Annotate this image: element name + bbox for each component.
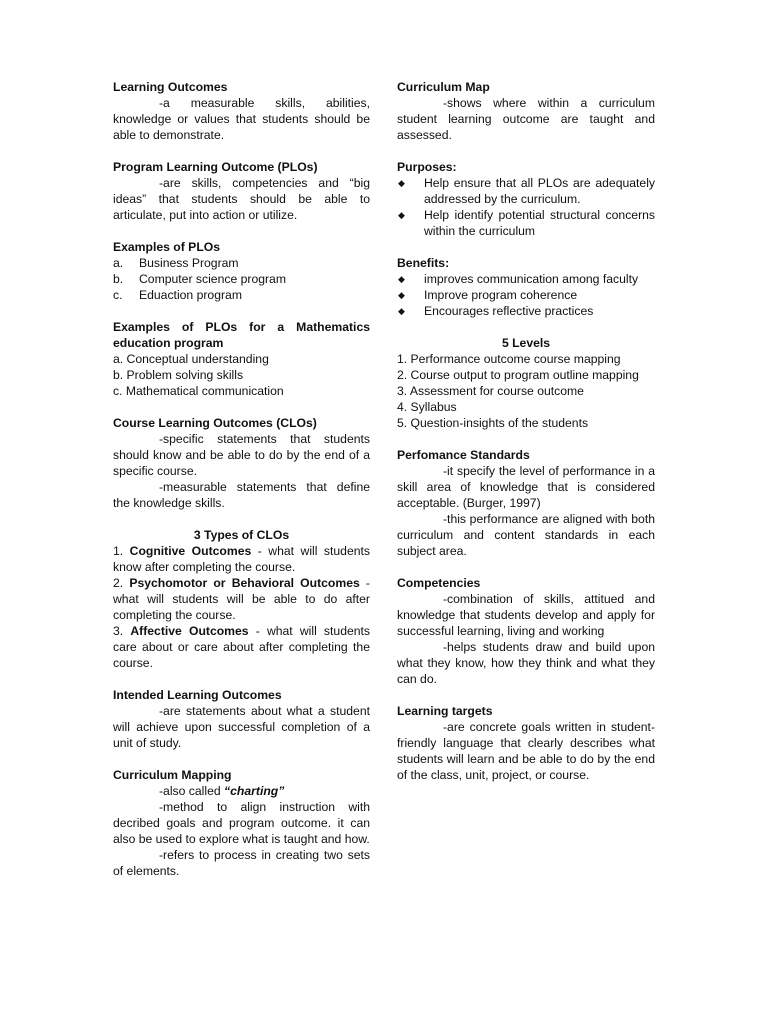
- list-label: c.: [113, 288, 123, 302]
- section-heading: Program Learning Outcome (PLOs): [113, 160, 318, 174]
- diamond-bullet-icon: ◆: [398, 290, 405, 300]
- also-called-prefix: -also called: [159, 784, 225, 798]
- paragraph: -it specify the level of performance in a skill area of knowledge that is considered acceptable. (Burger, 1997): [397, 464, 655, 510]
- paragraph: -are skills, competencies and “big ideas” that students should be able to articulate, put into action or utilize.: [113, 176, 370, 222]
- list-text: Computer science program: [139, 272, 286, 286]
- item-text: - what will students will be able to do after completing the course.: [113, 576, 370, 622]
- item-number: 2.: [113, 576, 124, 590]
- paragraph: -are statements about what a student will achieve upon successful completion of a unit of study.: [113, 704, 370, 750]
- benefits-section: [397, 255, 655, 319]
- item-text: - what will students know after completing the course.: [113, 544, 370, 574]
- diamond-bullet-icon: ◆: [398, 274, 405, 284]
- diamond-bullet-icon: ◆: [398, 306, 405, 316]
- section-heading: 3 Types of CLOs: [193, 528, 290, 542]
- list-item: [113, 271, 370, 287]
- list-item: b. Problem solving skills: [113, 368, 244, 382]
- numbered-item: 1. Performance outcome course mapping: [397, 352, 621, 366]
- section-heading: Intended Learning Outcomes: [113, 688, 282, 702]
- numbered-item: 4. Syllabus: [397, 400, 457, 414]
- purposes-section: [397, 159, 655, 239]
- item-number: 3.: [113, 624, 124, 638]
- bullet-item: [397, 287, 655, 303]
- list-text: Business Program: [139, 256, 239, 270]
- competencies-section: [397, 575, 655, 687]
- right-column: [397, 79, 655, 799]
- section-heading: Benefits:: [397, 256, 450, 270]
- paragraph: -a measurable skills, abilities, knowledge or values that students should be able to demonstrate.: [113, 96, 370, 142]
- paragraph: -shows where within a curriculum student learning outcome are taught and assessed.: [397, 96, 655, 142]
- paragraph: -specific statements that students should know and be able to do by the end of a specific course.: [113, 432, 370, 478]
- diamond-bullet-icon: ◆: [398, 178, 405, 188]
- learning-targets-section: [397, 703, 655, 783]
- list-item: a. Conceptual understanding: [113, 352, 269, 366]
- charting-term: “charting”: [224, 784, 285, 798]
- intended-outcomes-section: [113, 687, 370, 751]
- curriculum-map-section: [397, 79, 655, 143]
- numbered-item: 3. Assessment for course outcome: [397, 384, 584, 398]
- bullet-text: Help identify potential structural concerns within the curriculum: [424, 208, 655, 238]
- numbered-item: [113, 575, 370, 623]
- section-heading: Examples of PLOs for a Mathematics education program: [113, 320, 370, 350]
- paragraph: -this performance are aligned with both curriculum and content standards in each subject area.: [397, 512, 655, 558]
- item-term: Affective Outcomes: [130, 624, 249, 638]
- list-item: c. Mathematical communication: [113, 384, 284, 398]
- paragraph: -combination of skills, attitued and knowledge that students develop and apply for successful learning, living and working: [397, 592, 655, 638]
- paragraph: -are concrete goals written in student-friendly language that clearly describes what students will learn and be able to do by the end of the class, unit, project, or course.: [397, 720, 655, 782]
- section-heading: Competencies: [397, 576, 481, 590]
- paragraph: -helps students draw and build upon what they know, how they think and what they can do.: [397, 640, 655, 686]
- section-heading: Purposes:: [397, 160, 457, 174]
- bullet-text: Help ensure that all PLOs are adequately addressed by the curriculum.: [424, 176, 655, 206]
- section-heading: Examples of PLOs: [113, 240, 221, 254]
- numbered-item: 5. Question-insights of the students: [397, 416, 589, 430]
- section-heading: Curriculum Mapping: [113, 768, 232, 782]
- performance-standards-section: [397, 447, 655, 559]
- plos-section: [113, 159, 370, 223]
- diamond-bullet-icon: ◆: [398, 210, 405, 220]
- curriculum-mapping-section: [113, 767, 370, 879]
- list-item: [113, 287, 370, 303]
- paragraph: -refers to process in creating two sets of elements.: [113, 848, 370, 878]
- clos-section: [113, 415, 370, 511]
- learning-outcomes-section: [113, 79, 370, 143]
- numbered-item: [113, 623, 370, 671]
- bullet-item: [397, 271, 655, 287]
- examples-math-section: [113, 319, 370, 399]
- list-item: [113, 255, 370, 271]
- item-term: Cognitive Outcomes: [129, 544, 252, 558]
- section-heading: Learning targets: [397, 704, 493, 718]
- examples-plos-section: [113, 239, 370, 303]
- levels-section: [397, 335, 655, 431]
- left-column: [113, 79, 370, 895]
- bullet-item: [397, 175, 655, 207]
- section-heading: Perfomance Standards: [397, 448, 530, 462]
- item-number: 1.: [113, 544, 124, 558]
- bullet-text: improves communication among faculty: [424, 272, 639, 286]
- bullet-text: Improve program coherence: [424, 288, 578, 302]
- numbered-item: 2. Course output to program outline mapping: [397, 368, 639, 382]
- section-heading: 5 Levels: [501, 336, 551, 350]
- section-heading: Learning Outcomes: [113, 80, 228, 94]
- bullet-item: [397, 207, 655, 239]
- bullet-item: [397, 303, 655, 319]
- types-clos-section: [113, 527, 370, 671]
- paragraph: [113, 783, 370, 799]
- item-text: - what will students care about or care about after completing the course.: [113, 624, 371, 670]
- bullet-text: Encourages reflective practices: [424, 304, 594, 318]
- item-term: Psychomotor or Behavioral Outcomes: [129, 576, 360, 590]
- section-heading: Course Learning Outcomes (CLOs): [113, 416, 317, 430]
- list-text: Eduaction program: [139, 288, 242, 302]
- numbered-item: [113, 543, 370, 575]
- paragraph: -method to align instruction with decribed goals and program outcome. it can also be used to explore what is taught and how.: [113, 800, 370, 846]
- list-label: a.: [113, 256, 124, 270]
- section-heading: Curriculum Map: [397, 80, 490, 94]
- list-label: b.: [113, 272, 124, 286]
- paragraph: -measurable statements that define the knowledge skills.: [113, 480, 370, 510]
